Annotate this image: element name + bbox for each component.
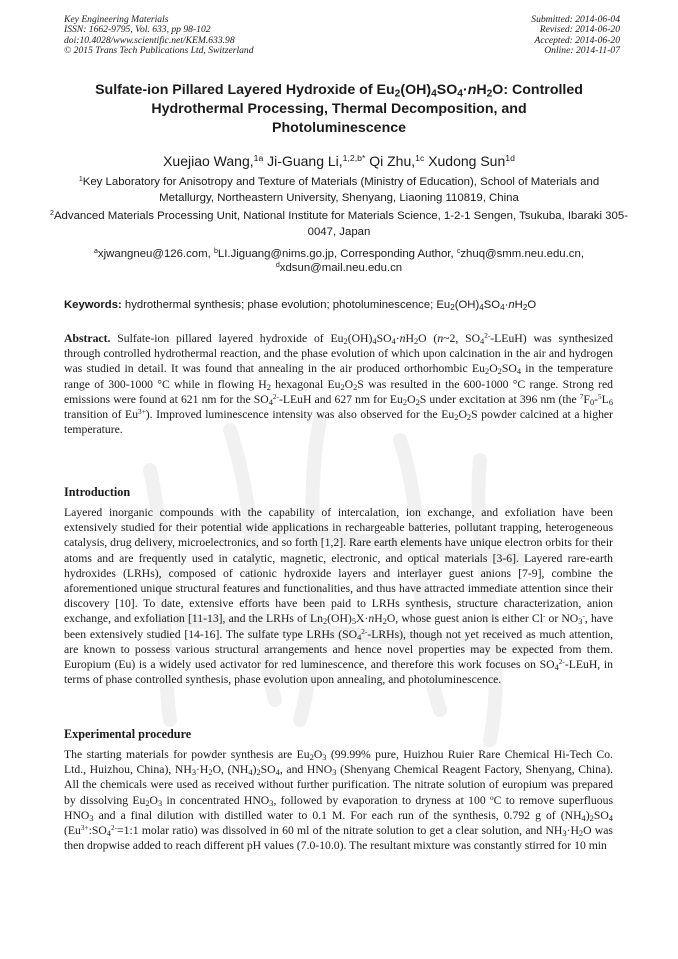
affiliation-1: $^1$Key Laboratory for Anisotropy and Texture of Materials (Ministry of Education), School of Materials and Metallurgy, Northeastern University, Shenyang, Liaoning 110819, China (78, 176, 600, 204)
journal-info (64, 15, 254, 57)
paper-title: Sulfate-ion Pillared Layered Hydroxide of $Eu_2(OH)_4SO_4\cdot nH_2O$: Controlled Hydrothermal Processing, Thermal Decomposition, and Photoluminescence (95, 82, 583, 136)
author: Xuejiao Wang,$^{1a}$ (163, 153, 264, 169)
email-link[interactable]: xdsun@mail.neu.edu.cn (279, 262, 403, 274)
section-heading-experimental: Experimental procedure (64, 727, 192, 741)
experimental-paragraph: The starting materials for powder synthesis are $Eu_2O_3$ (99.99% pure, Huizhou Ruier Rare Chemical Hi-Tech Co. Ltd., Huizhou, China), $NH_3\cdot H_2O$, $(NH_4)_2SO_4$, and $HNO_3$ (Shenyang Chemical Reagent Factory, Shenyang, China). All the chemicals were used as received without further purification. The nitrate solution of europium was prepared by dissolving $Eu_2O_3$ in concentrated $HNO_3$, followed by evaporation to dryness at 100 $^o$C to remove superfluous $HNO_3$ and a final dilution with distilled water to 0.1 M. For each run of the synthesis, 0.792 g of $(NH_4)_2SO_4$ ($Eu^{3+}:SO_4^{2-}=1:1$ molar ratio) was dissolved in 60 ml of the nitrate solution to get a clear solution, and $NH_3\cdot H_2O$ was then dropwise added to reach different pH values (7.0-10.0). The resultant mixture was constantly stirred for 10 min (64, 748, 614, 853)
revised-date: Revised: 2014-06-20 (539, 24, 620, 36)
author: Ji-Guang Li,$^{1,2,b*}$ (267, 153, 366, 169)
author-list (40, 152, 638, 170)
abstract: Abstract. Sulfate-ion pillared layered hydroxide of $Eu_2(OH)_4SO_4\cdot nH_2O$ (n~2, $SO_4^{2-}-LEuH$) was synthesized through controlled hydrothermal reaction, and the phase evolution of which upon calcination in the air and hydrogen was studied in detail. It was found that annealing in the air produced orthorhombic $Eu_2O_2SO_4$ in the temperature range of 300-1000 °C while in flowing $H_2$ hexagonal $Eu_2O_2S$ was resulted in the 600-1000 °C range. Strong red emissions were found at 621 nm for the $SO_4^{2-}$-LEuH and 627 nm for $Eu_2O_2S$ under excitation at 396 nm (the $^7F_0-^5L_6$ transition of $Eu^{3+}$). Improved luminescence intensity was also observed for the $Eu_2O_2S$ powder calcined at a higher temperature. (64, 332, 614, 437)
online-date: Online: 2014-11-07 (544, 45, 620, 57)
section-heading-introduction: Introduction (64, 485, 131, 499)
submitted-date: Submitted: 2014-06-04 (531, 14, 620, 25)
journal-name: Key Engineering Materials (64, 14, 169, 25)
author: Xudong Sun$^{1d}$ (428, 153, 515, 169)
issn: ISSN: 1662-9795, Vol. 633, pp 98-102 (64, 24, 211, 36)
copyright: © 2015 Trans Tech Publications Ltd, Switzerland (64, 45, 254, 57)
publication-dates (531, 15, 620, 57)
email-link[interactable]: xjwangneu@126.com, (97, 248, 211, 260)
accepted-date: Accepted: 2014-06-20 (534, 34, 620, 46)
doi: doi:10.4028/www.scientific.net/KEM.633.98 (64, 34, 235, 46)
keywords: Keywords: hydrothermal synthesis; phase evolution; photoluminescence; $Eu_2(OH)_4SO_4\cdot nH_2O$ (64, 299, 537, 313)
email-link[interactable]: LI.Jiguang@nims.go.jp, Corresponding Author, (217, 248, 454, 260)
author: Qi Zhu,$^{1c}$ (369, 153, 425, 169)
email-link[interactable]: zhuq@smm.neu.edu.cn, (460, 248, 584, 260)
author-emails: $^a$xjwangneu@126.com, $^b$LI.Jiguang@nims.go.jp, Corresponding Author, $^c$zhuq@smm.neu.edu.cn, $^d$xdsun@mail.neu.edu.cn (94, 248, 584, 274)
affiliation-2: $^2$Advanced Materials Processing Unit, National Institute for Materials Science, 1-2-1 Sengen, Tsukuba, Ibaraki 305-0047, Japan (50, 210, 628, 238)
introduction-paragraph: Layered inorganic compounds with the capability of intercalation, ion exchange, and exfoliation have been extensively studied for their potential wide applications in rechargeable batteries, pollutant trapping, heterogeneous catalysis, drug delivery, microelectronics, and so forth [1,2]. Rare earth elements have unique electron orbits for their atoms and are frequently used in catalytic, magnetic, electronic, and optical materials [3-6]. Layered rare-earth hydroxides (LRHs), composed of cationic hydroxide layers and interlayer guest anions [7-9], combine the aforementioned unique structural features and functionalities, and thus have attracted immediate attention since their discovery [10]. To date, extensive efforts have been paid to LRHs synthesis, structure characterization, anion exchange, and exfoliation [11-13], and the LRHs of $Ln_2(OH)_5X\cdot nH_2O$, whose guest anion is either Cl- or $NO_3^-$, have been extensively studied [14-16]. The sulfate type LRHs $(SO_4^{2-}-LRHs)$, though not yet received as much attention, are known to possess various structural arrangements and hence novel properties may be expected from them. Europium (Eu) is a widely used activator for red luminescence, and therefore this work focuses on $SO_4^{2-}$-LEuH, in terms of phase controlled synthesis, phase evolution upon annealing, and photoluminescence. (64, 506, 614, 687)
